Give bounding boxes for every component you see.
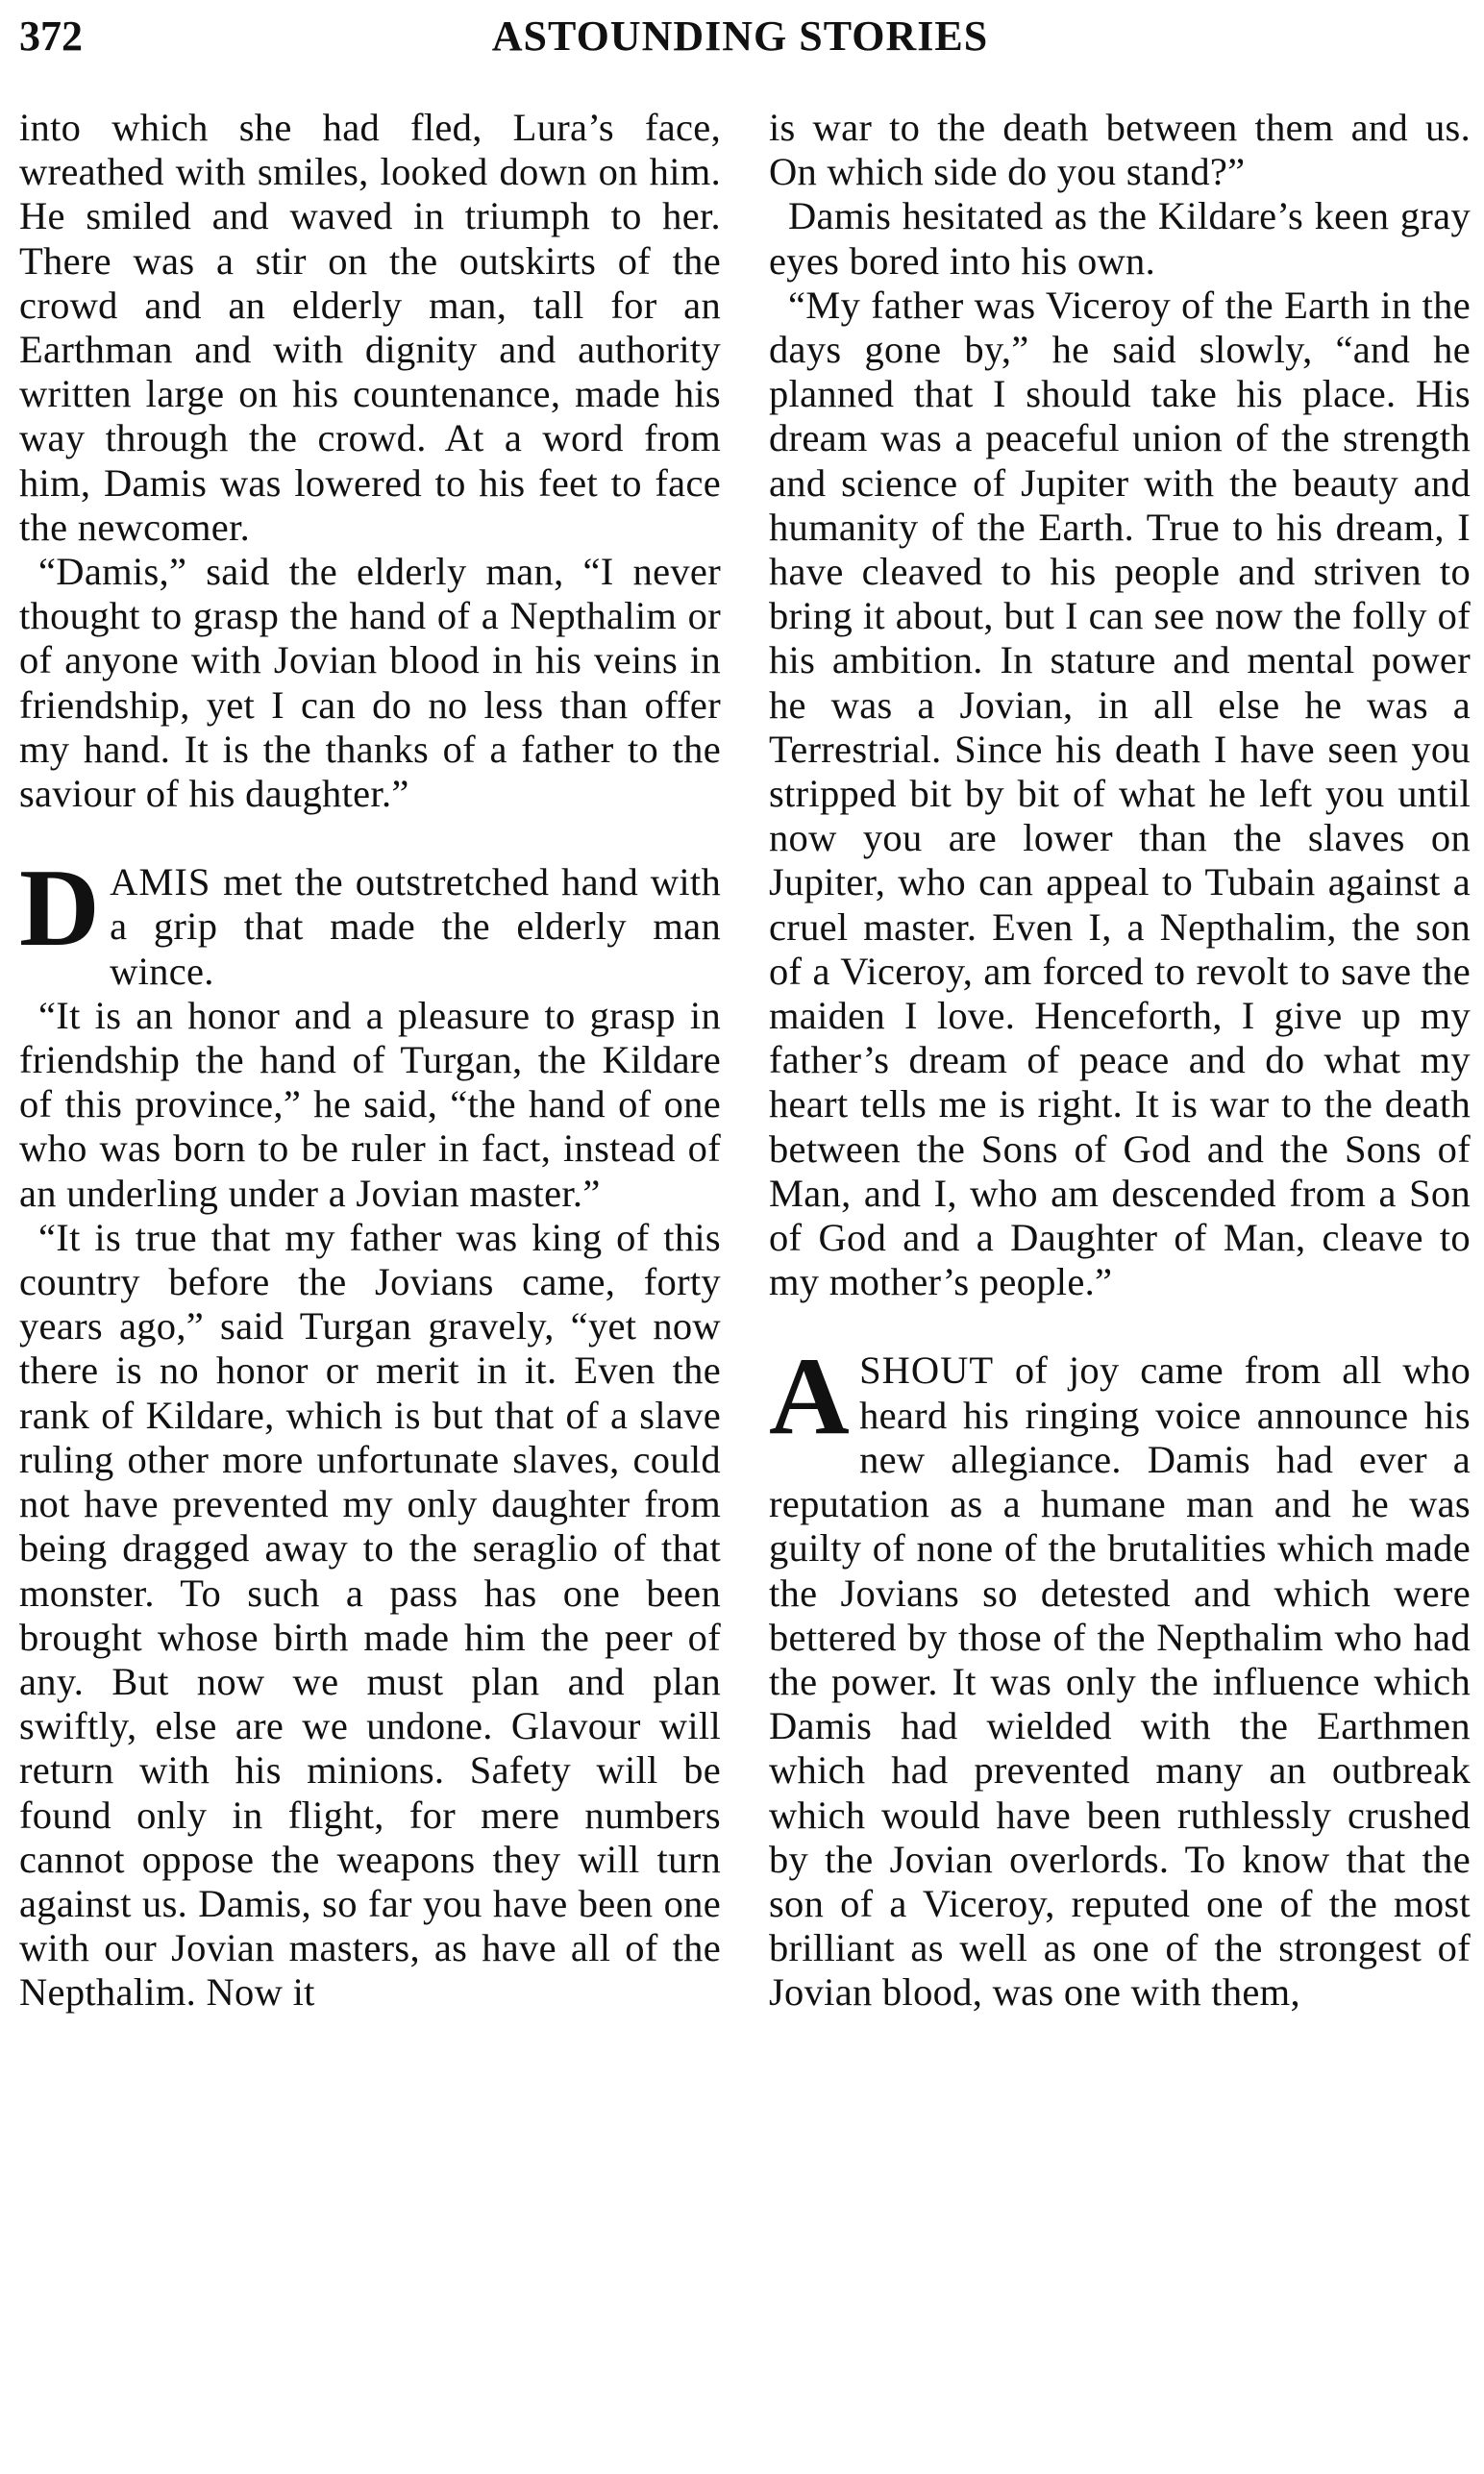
paragraph: is war to the death between them and us. On which side do you stand?” [769, 106, 1471, 194]
paragraph: “It is true that my father was king of this country before the Jovians came, forty years ago,” said Turgan gravely, “yet now there is no honor or merit in it. Even the rank of Kildare, which is but that of a slave ruling other more unfortunate slaves, could not have prevented my only daughter from being dragged away to the seraglio of that monster. To such a pass has one been brought whose birth made him the peer of any. But now we must plan and plan swiftly, else are we undone. Glavour will return with his minions. Safety will be found only in flight, for mere numbers cannot oppose the weapons they will turn against us. Damis, so far you have been one with our Jovian masters, as have all of the Nepthalim. Now it [19, 1215, 721, 2015]
section-opening-paragraph [769, 1335, 1471, 2015]
paragraph: “Damis,” said the elderly man, “I never thought to grasp the hand of a Nepthalim or of anyone with Jovian blood in his veins in friendship, yet I can do no less than offer my hand. It is the thanks of a father to the saviour of his daughter.” [19, 550, 721, 816]
paragraph: “It is an honor and a pleasure to grasp in friendship the hand of Turgan, the Kildare of this province,” he said, “the hand of one who was born to be ruler in fact, instead of an underling under a Jovian master.” [19, 993, 721, 1215]
section-opening-paragraph [19, 847, 721, 994]
drop-cap: D [19, 847, 101, 971]
lead-word: SHOUT [859, 1348, 995, 1393]
running-title: ASTOUNDING STORIES [491, 12, 989, 60]
paragraph: “My father was Viceroy of the Earth in the days gone by,” he said slowly, “and he planned that I should take his place. His dream was a peaceful union of the strength and science of Jupiter with the beauty and humanity of the Earth. True to his dream, I have cleaved to his people and striven to bring it about, but I can see now the folly of his ambition. In stature and mental power he was a Jovian, in all else he was a Terrestrial. Since his death I have seen you stripped bit by bit of what he left you until now you are lower than the slaves on Jupiter, who can appeal to Tubain against a cruel master. Even I, a Nepthalim, the son of a Viceroy, am forced to revolt to save the maiden I love. Henceforth, I give up my father’s dream of peace and do what my heart tells me is right. It is war to the death between the Sons of God and the Sons of Man, and I, who am descended from a Son of God and a Daughter of Man, cleave to my mother’s people.” [769, 283, 1471, 1304]
right-column [769, 106, 1471, 2016]
left-column [19, 106, 721, 2016]
page-header [19, 6, 1461, 73]
paragraph-text: of joy came from all who heard his ringing voice announce his new allegiance. Damis had ever a reputation as a humane man and he was guilty of none of the brutalities which made the Jovians so detested and which were bettered by those of the Nepthalim who had the power. It was only the influence which Damis had wielded with the Earthmen which had prevented many an outbreak which would have been ruthlessly crushed by the Jovian overlords. To know that the son of a Viceroy, reputed one of the most brilliant as well as one of the strongest of Jovian blood, was one with them, [769, 1348, 1471, 2015]
paragraph: into which she had fled, Lura’s face, wreathed with smiles, looked down on him. He smiled and waved in triumph to her. There was a stir on the outskirts of the crowd and an elderly man, tall for an Earthman and with dignity and authority written large on his countenance, made his way through the crowd. At a word from him, Damis was lowered to his feet to face the newcomer. [19, 106, 721, 549]
paragraph-text: met the outstretched hand with a grip that made the elderly man wince. [110, 860, 721, 993]
page-number: 372 [19, 12, 83, 60]
paragraph: Damis hesitated as the Kildare’s keen gray eyes bored into his own. [769, 194, 1471, 283]
lead-word: AMIS [110, 860, 211, 904]
drop-cap: A [769, 1335, 851, 1459]
